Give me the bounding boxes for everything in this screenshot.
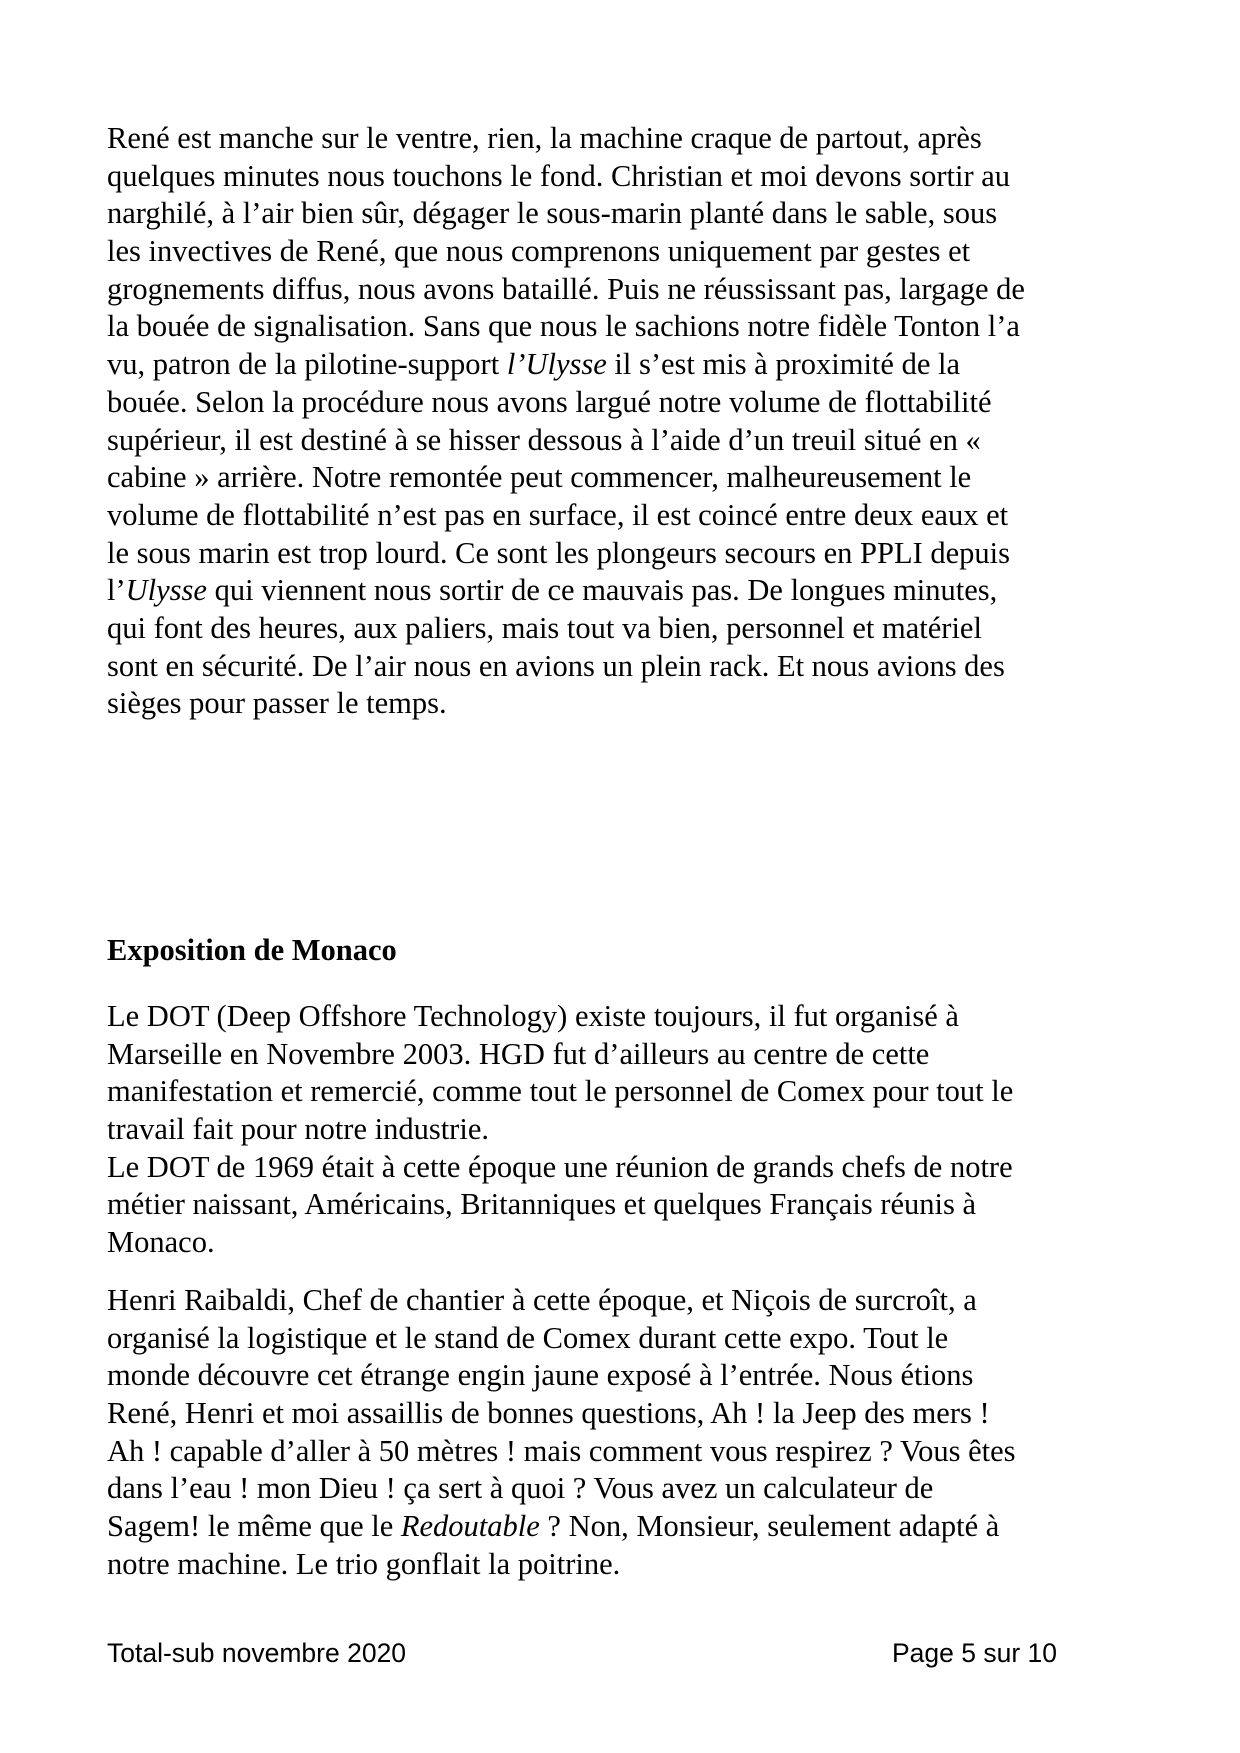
text-line — [107, 610, 1025, 648]
text-segment: grognements diffus, nous avons bataillé. Puis ne réussissant pas, largage de — [107, 271, 1025, 306]
text-segment: le sous marin est trop lourd. Ce sont les plongeurs secours en PPLI depuis — [107, 535, 1011, 570]
text-segment: Monaco. — [107, 1225, 215, 1260]
text-line — [107, 1433, 1016, 1471]
text-segment: ? Non, Monsieur, seulement adapté à — [539, 1509, 1000, 1544]
heading-exposition-de-monaco — [107, 932, 397, 970]
text-segment: vu, patron de la pilotine-support — [107, 347, 507, 382]
text-segment: il s’est mis à proximité de la — [606, 347, 960, 382]
text-segment: Le DOT de 1969 était à cette époque une réunion de grands chefs de notre — [107, 1149, 1013, 1184]
text-segment: métier naissant, Américains, Britanniques et quelques Français réunis à — [107, 1187, 977, 1222]
text-segment: cabine » arrière. Notre remontée peut commencer, malheureusement le — [107, 460, 972, 495]
text-segment: bouée. Selon la procédure nous avons largué notre volume de flottabilité — [107, 384, 992, 419]
text-line — [107, 1320, 1016, 1358]
text-line — [107, 1036, 1013, 1074]
text-line — [107, 1111, 1013, 1149]
text-segment: organisé la logistique et le stand de Comex durant cette expo. Tout le — [107, 1320, 949, 1355]
text-line — [107, 1224, 1013, 1262]
text-segment: qui viennent nous sortir de ce mauvais pas. De longues minutes, — [206, 573, 998, 608]
text-line — [107, 1186, 1013, 1224]
text-line — [107, 1357, 1016, 1395]
italic-text-segment: Ulysse — [125, 573, 207, 608]
text-line — [107, 497, 1025, 535]
text-segment: Le DOT (Deep Offshore Technology) existe toujours, il fut organisé à — [107, 999, 959, 1033]
text-segment: l’ — [107, 573, 126, 608]
paragraph-henri-raibaldi — [107, 1282, 1016, 1584]
text-line — [107, 1073, 1013, 1111]
text-segment: la bouée de signalisation. Sans que nous le sachions notre fidèle Tonton l’a — [107, 309, 1020, 344]
paragraph-dive-story — [107, 120, 1025, 723]
text-segment: travail fait pour notre industrie. — [107, 1112, 489, 1147]
page-footer — [107, 1637, 1057, 1669]
text-line — [107, 233, 1025, 271]
text-segment: Ah ! capable d’aller à 50 mètres ! mais comment vous respirez ? Vous êtes — [107, 1433, 1016, 1468]
italic-text-segment: Redoutable — [400, 1509, 540, 1544]
bold-text-segment: Exposition de Monaco — [107, 933, 397, 967]
text-segment: Henri Raibaldi, Chef de chantier à cette époque, et Niçois de surcroît, a — [107, 1283, 977, 1317]
text-segment: René est manche sur le ventre, rien, la machine craque de partout, après — [107, 121, 982, 155]
text-segment: René, Henri et moi assaillis de bonnes questions, Ah ! la Jeep des mers ! — [107, 1396, 990, 1431]
text-segment: manifestation et remercié, comme tout le personnel de Comex pour tout le — [107, 1074, 1014, 1109]
text-line — [107, 1470, 1016, 1508]
text-line — [107, 384, 1025, 422]
text-segment: narghilé, à l’air bien sûr, dégager le sous-marin planté dans le sable, sous — [107, 196, 998, 231]
text-line — [107, 1395, 1016, 1433]
text-line — [107, 648, 1025, 686]
text-line — [107, 120, 1025, 158]
text-segment: Sagem! le même que le — [107, 1509, 401, 1544]
text-segment: monde découvre cet étrange engin jaune exposé à l’entrée. Nous étions — [107, 1358, 974, 1393]
footer-page-number: Page 5 sur 10 — [891, 1638, 1057, 1668]
text-line — [107, 459, 1025, 497]
text-segment: quelques minutes nous touchons le fond. Christian et moi devons sortir au — [107, 158, 1011, 193]
text-line — [107, 685, 1025, 723]
text-line — [107, 1282, 1016, 1320]
paragraph-dot-history — [107, 998, 1013, 1262]
text-line — [107, 535, 1025, 573]
text-line — [107, 346, 1025, 384]
text-line — [107, 932, 397, 970]
text-line — [107, 195, 1025, 233]
text-segment: notre machine. Le trio gonflait la poitrine. — [107, 1546, 621, 1581]
text-segment: supérieur, il est destiné à se hisser dessous à l’aide d’un treuil situé en « — [107, 422, 981, 457]
text-line — [107, 1508, 1016, 1546]
text-segment: volume de flottabilité n’est pas en surface, il est coincé entre deux eaux et — [107, 497, 1009, 532]
text-line — [107, 1546, 1016, 1584]
text-line — [107, 158, 1025, 196]
text-segment: dans l’eau ! mon Dieu ! ça sert à quoi ? Vous avez un calculateur de — [107, 1471, 934, 1506]
text-segment: sont en sécurité. De l’air nous en avions un plein rack. Et nous avions des — [107, 648, 1005, 683]
text-line — [107, 308, 1025, 346]
footer-document-title: Total-sub novembre 2020 — [107, 1638, 407, 1668]
italic-text-segment: l’Ulysse — [506, 347, 607, 382]
text-line — [107, 422, 1025, 460]
text-segment: sièges pour passer le temps. — [107, 686, 447, 721]
text-segment: Marseille en Novembre 2003. HGD fut d’ailleurs au centre de cette — [107, 1036, 930, 1071]
text-line — [107, 271, 1025, 309]
text-segment: qui font des heures, aux paliers, mais tout va bien, personnel et matériel — [107, 610, 982, 645]
text-line — [107, 1149, 1013, 1187]
text-segment: les invectives de René, que nous comprenons uniquement par gestes et — [107, 234, 971, 269]
text-line — [107, 998, 1013, 1036]
text-line — [107, 572, 1025, 610]
